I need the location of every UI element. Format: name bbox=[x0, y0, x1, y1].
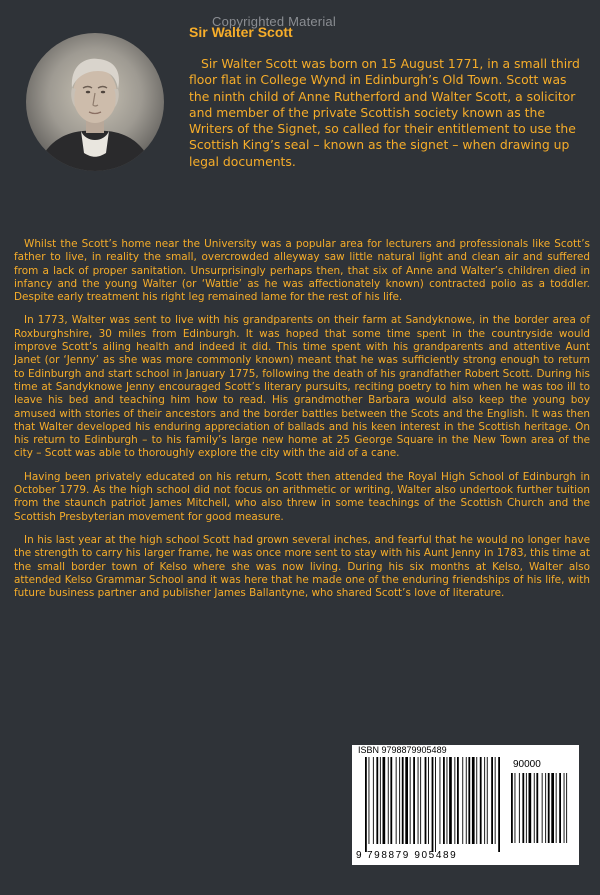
barcode-bars bbox=[364, 757, 504, 852]
isbn-barcode bbox=[352, 745, 579, 865]
ean-remaining-digits: 798879 905489 bbox=[367, 850, 458, 861]
isbn-label: ISBN 9798879905489 bbox=[358, 745, 447, 755]
body-paragraph: Whilst the Scott’s home near the University was a popular area for lecturers and professionals like Scott’s father to live, in reality the small, overcrowded alleyway saw little natural light and clean air and suffered from a lack of proper sanitation. Unsurprisingly perhaps then, that six of Anne and Walter’s children died in infancy and the young Walter (or ‘Wattie’ as he was affectionately known) contracted polio as a toddler. Despite early treatment his right leg remained lame for the rest of his life. bbox=[14, 238, 590, 304]
author-portrait bbox=[26, 33, 164, 171]
section-title: Sir Walter Scott bbox=[189, 24, 293, 40]
intro-paragraph: Sir Walter Scott was born on 15 August 1771, in a small third floor flat in College Wynd in Edinburgh’s Old Town. Scott was the ninth child of Anne Rutherford and Walter Scott, a solicitor and member of the private Scottish society known as the Writers of the Signet, so called for their entitlement to use the Scottish King’s seal – known as the signet – when drawing up legal documents. bbox=[189, 56, 580, 169]
body-paragraph: In his last year at the high school Scott had grown several inches, and fearful that he would no longer have the strength to carry his larger frame, he was once more sent to stay with his Aunt Jenny in 1783, this time at the small border town of Kelso where she was now living. During his six months at Kelso, Walter also attended Kelso Grammar School and it was here that he made one of the enduring friendships of his life, with future business partner and publisher James Ballantyne, who shared Scott’s love of literature. bbox=[14, 533, 590, 600]
watermark: Copyrighted Material bbox=[212, 14, 336, 29]
body-text bbox=[14, 238, 590, 610]
body-paragraph: In 1773, Walter was sent to live with his grandparents on their farm at Sandyknowe, in the border area of Roxburghshire, 30 miles from Edinburgh. It was hoped that some time spent in the countryside would improve Scott’s ailing health and indeed it did. This time spent with his grandparents and attentive Aunt Janet (or ‘Jenny’ as she was more commonly known) meant that he was sufficiently strong enough to return to Edinburgh and start school in January 1775, following the death of his grandfather Robert Scott. During his time at Sandyknowe Jenny encouraged Scott’s literary pursuits, reciting poetry to him when he was too ill to leave his bed and teaching him how to read. His grandmother Barbara would also keep the young boy amused with stories of their ancestors and the border battles between the Scots and the English. It was then that Walter developed his enduring appreciation of ballads and his keen interest in the Scottish heritage. On his return to Edinburgh – to his family’s large new home at 25 George Square in the New Town area of the city – Scott was able to thoroughly explore the city with the aid of a cane. bbox=[14, 314, 590, 460]
price-barcode-bars bbox=[510, 773, 572, 851]
ean-first-digit: 9 bbox=[356, 850, 362, 861]
body-paragraph: Having been privately educated on his return, Scott then attended the Royal High School of Edinburgh in October 1779. As the high school did not focus on arithmetic or writing, Walter also undertook further tuition from the staunch patriot James Mitchell, who also threw in some teachings of the Scottish Church and the Scottish Presbyterian movement for good measure. bbox=[14, 470, 590, 523]
price-code-label: 90000 bbox=[513, 759, 541, 770]
